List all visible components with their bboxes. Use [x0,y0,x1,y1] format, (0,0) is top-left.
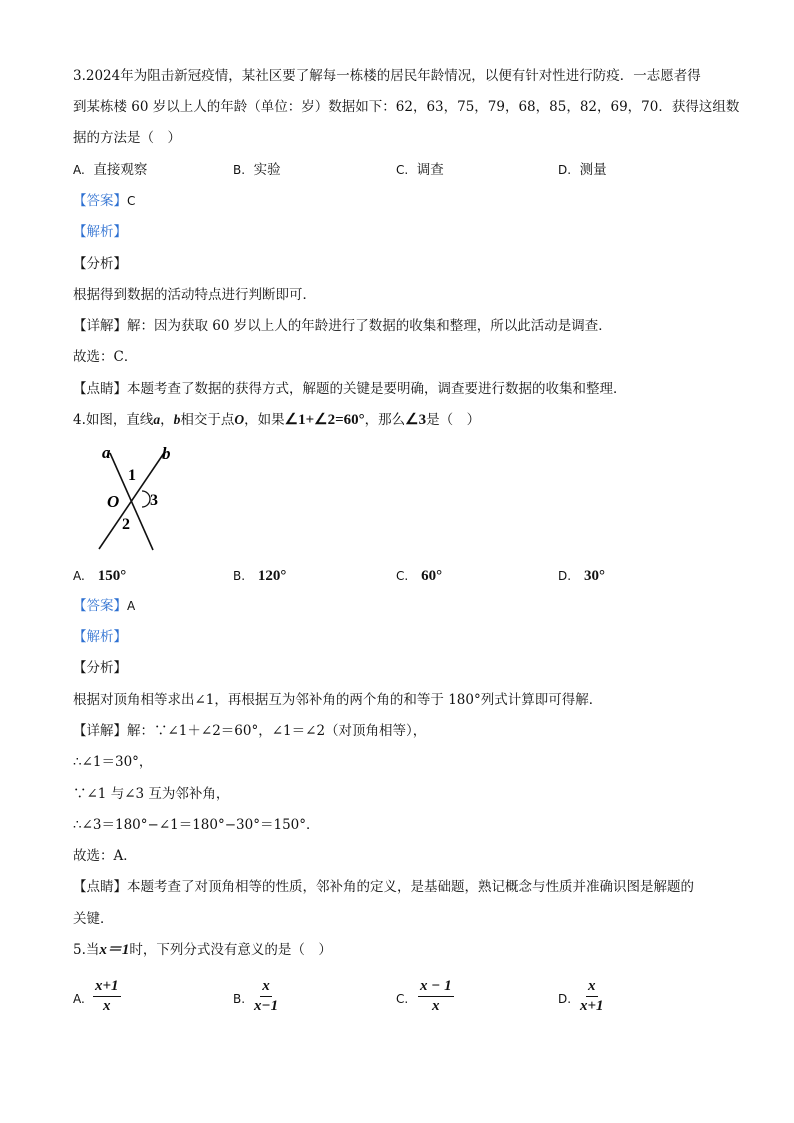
q5-stem [73,941,332,959]
angle-3-arc [142,491,150,507]
q4-var-b: b [173,412,181,427]
q4-stem-b: ， [160,412,174,428]
q5-option-c-fraction [418,978,454,1015]
option-label: C. [396,569,409,583]
q3-guxuan: 故选：C． [73,349,138,365]
q4-stem-d: ，如果 [244,412,285,428]
q3-option-b [233,161,281,179]
option-text: 120° [257,568,287,584]
q4-stem-c: 相交于点 [180,412,235,428]
q5-option-a-fraction [93,978,121,1015]
option-label: B. [233,163,246,177]
q4-var-o: O [234,412,245,427]
option-label: A. [73,569,85,583]
q4-answer [73,597,135,615]
answer-value: C [127,194,136,208]
xiangjie-tag: 【详解】 [73,318,127,334]
xiangjie-tag: 【详解】 [73,723,127,739]
q4-var-a: a [153,412,161,427]
q4-ask-angle: ∠3 [405,412,427,428]
option-label: D. [558,569,572,583]
answer-tag: 【答案】 [73,598,127,614]
answer-tag: 【答案】 [73,193,127,209]
label-o: O [107,492,120,511]
q4-step1: ∴∠1＝30°， [73,754,153,770]
fraction-denominator: x−1 [254,998,279,1014]
q5-option-a-label: A. [73,992,85,1006]
xiangjie-text: 解：∵∠1＋∠2＝60°，∠1＝∠2（对顶角相等）， [127,723,427,739]
q5-stem-a: 5.当 [73,942,100,958]
q4-step3: ∴∠3＝180°−∠1＝180°−30°＝150°． [73,817,320,833]
q4-stem-a: 4.如图，直线 [73,412,154,428]
option-text: 150° [97,568,127,584]
q4-option-b [233,567,286,585]
xiangjie-text: 解：因为获取 60 岁以上人的年龄进行了数据的收集和整理，所以此活动是调查． [127,318,612,334]
q3-stem-line1: 3.2024年为阻击新冠疫情，某社区要了解每一栋楼的居民年龄情况，以便有针对性进行防疫．一志愿者得 [73,68,701,84]
label-angle-1: 1 [128,467,136,484]
dianjing-text: 本题考查了数据的获得方式，解题的关键是要明确，调查要进行数据的收集和整理． [127,381,627,397]
option-text: 实验 [253,162,281,178]
fraction-numerator: x [260,978,272,997]
q3-fenxi-text: 根据得到数据的活动特点进行判断即可． [73,287,316,303]
label-angle-3: 3 [150,492,158,509]
q4-option-a [73,567,126,585]
fraction-denominator: x [103,998,111,1014]
q4-guxuan: 故选：A． [73,848,137,864]
q3-option-a [73,161,147,179]
q4-stem-e: ，那么 [364,412,406,428]
q5-option-b-label: B. [233,992,246,1006]
dianjing-text: 本题考查了对顶角相等的性质，邻补角的定义，是基础题，熟记概念与性质并准确识图是解题的 [127,879,694,895]
q4-dianjing [73,878,694,896]
fraction-numerator: x+1 [93,978,121,997]
option-label: A. [73,163,85,177]
fraction-numerator: x [586,978,598,997]
option-label: B. [233,569,246,583]
q5-option-b-fraction [254,978,278,1015]
q3-option-d [558,161,607,179]
q3-fenxi-tag: 【分析】 [73,256,127,272]
option-text: 测量 [579,162,607,178]
q4-option-d [558,567,605,585]
q4-dianjing-cont: 关键． [73,911,114,927]
q3-stem-line2: 到某栋楼 60 岁以上人的年龄（单位：岁）数据如下：62，63，75，79，68，85，82，69，70．获得这组数 [73,99,740,115]
option-text: 调查 [416,162,444,178]
q4-fenxi-tag: 【分析】 [73,660,127,676]
dianjing-tag: 【点睛】 [73,879,127,895]
option-text: 30° [583,568,605,584]
label-a: a [102,443,111,462]
q5-option-d-fraction [580,978,604,1015]
q5-option-c-label: C. [396,992,409,1006]
q3-xiangjie [73,317,612,335]
option-label: C. [396,163,409,177]
fraction-numerator: x − 1 [418,978,454,997]
fraction-denominator: x [432,998,440,1014]
label-b: b [162,444,171,463]
option-text: 直接观察 [93,162,148,178]
answer-value: A [127,599,136,613]
q4-fenxi-text: 根据对顶角相等求出∠1，再根据互为邻补角的两个角的和等于 180°列式计算即可得解． [73,692,603,708]
q3-dianjing [73,380,627,398]
q5-option-d-label: D. [558,992,572,1006]
q3-option-c [396,161,444,179]
q4-xiangjie [73,722,426,740]
label-angle-2: 2 [122,516,130,533]
fraction-denominator: x+1 [580,998,604,1014]
dianjing-tag: 【点睛】 [73,381,127,397]
q4-condition: ∠1+∠2=60° [284,412,365,428]
q3-stem-line3: 据的方法是（ ） [73,130,181,146]
option-label: D. [558,163,572,177]
q4-stem-f: 是（ ） [426,412,481,428]
q4-option-c [396,567,442,585]
q5-condition: x＝1 [99,942,130,958]
q3-jiexi-tag: 【解析】 [73,224,127,240]
intersecting-lines-figure [93,443,183,555]
q4-step2: ∵∠1 与∠3 互为邻补角， [73,786,230,802]
option-text: 60° [421,568,443,584]
q4-jiexi-tag: 【解析】 [73,629,127,645]
q3-answer [73,192,135,210]
q4-stem [73,411,480,429]
q5-stem-b: 时，下列分式没有意义的是（ ） [129,942,332,958]
